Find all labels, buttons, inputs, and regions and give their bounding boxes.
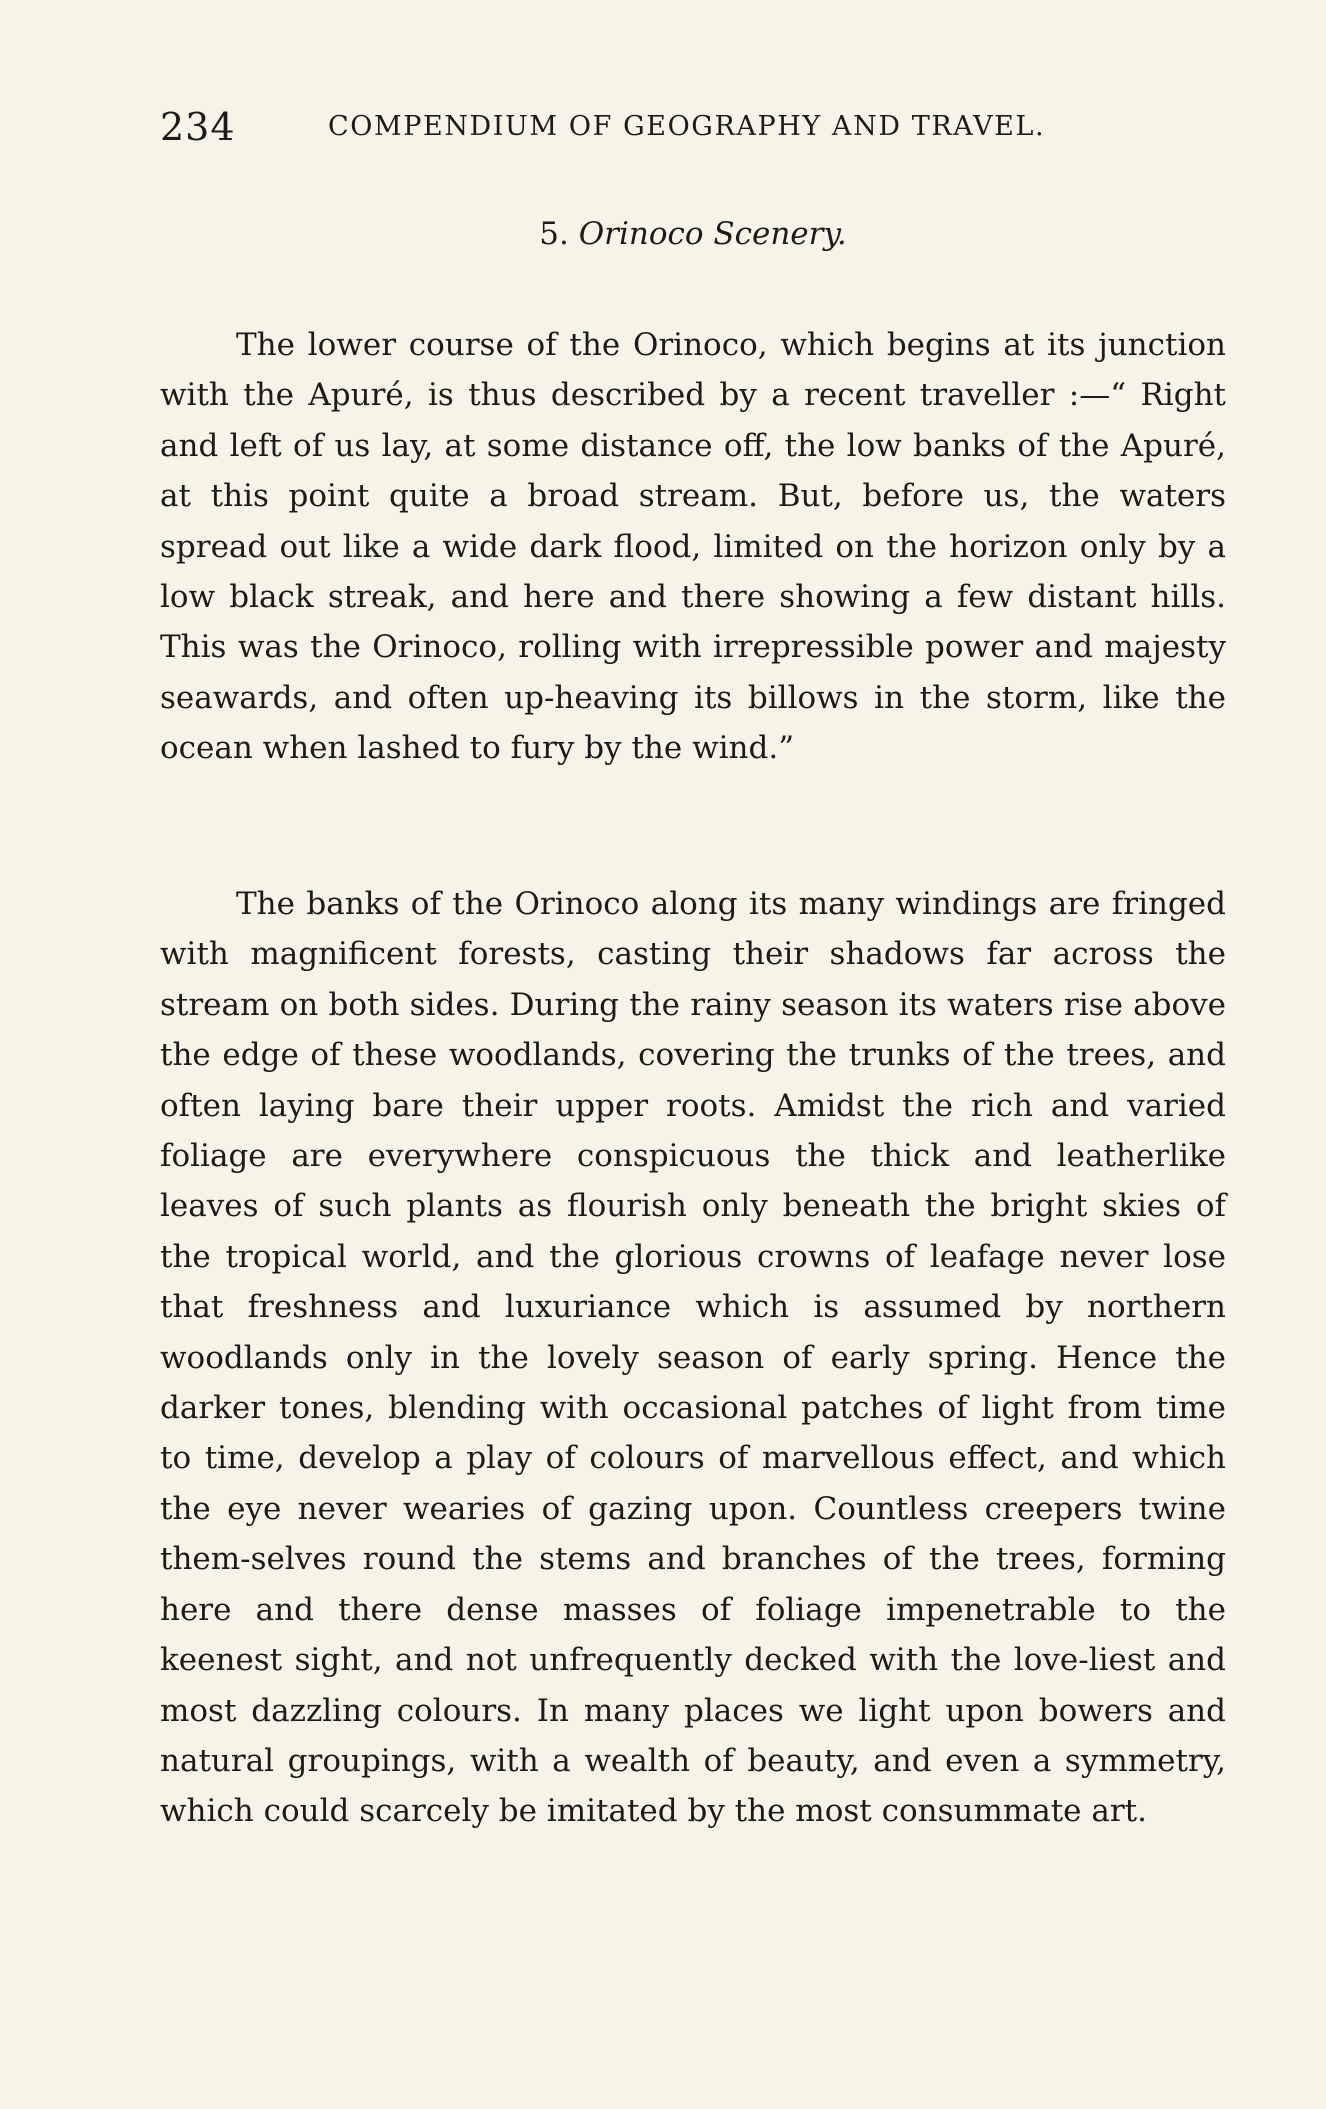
section-title: Orinoco Scenery. <box>578 216 847 252</box>
paragraph-orinoco-banks: The banks of the Orinoco along its many windings are fringed with magnificent forests, casting their shadows far across the stream on both sides. During the rainy season its waters rise above the edge of these woodlands, covering the trunks of the trees, and often laying bare their upper roots. Amidst the rich and varied foliage are everywhere conspicuous the thick and leatherlike leaves of such plants as flourish only beneath the bright skies of the tropical world, and the glorious crowns of leafage never lose that freshness and luxuriance which is assumed by northern woodlands only in the lovely season of early spring. Hence the darker tones, blending with occasional patches of light from time to time, develop a play of colours of marvellous effect, and which the eye never wearies of gazing upon. Countless creepers twine them-selves round the stems and branches of the trees, forming here and there dense masses of foliage impenetrable to the keenest sight, and not unfrequently decked with the love-liest and most dazzling colours. In many places we light upon bowers and natural groupings, with a wealth of beauty, and even a symmetry, which could scarcely be imitated by the most consummate art. <box>160 886 1226 1830</box>
section-number: 5. <box>539 216 569 252</box>
page-header <box>160 106 1120 148</box>
section-heading <box>160 213 1226 255</box>
running-title: COMPENDIUM OF GEOGRAPHY AND TRAVEL. <box>328 111 1046 142</box>
page-number: 234 <box>160 105 236 149</box>
paragraph-orinoco-lower-course: The lower course of the Orinoco, which begins at its junction with the Apuré, is thus described by a recent traveller :—“ Right and left of us lay, at some distance off, the low banks of the Apuré, at this point quite a broad stream. But, before us, the waters spread out like a wide dark flood, limited on the horizon only by a low black streak, and here and there showing a few distant hills. This was the Orinoco, rolling with irrepressible power and majesty seawards, and often up-heaving its billows in the storm, like the ocean when lashed to fury by the wind.” <box>160 327 1226 767</box>
